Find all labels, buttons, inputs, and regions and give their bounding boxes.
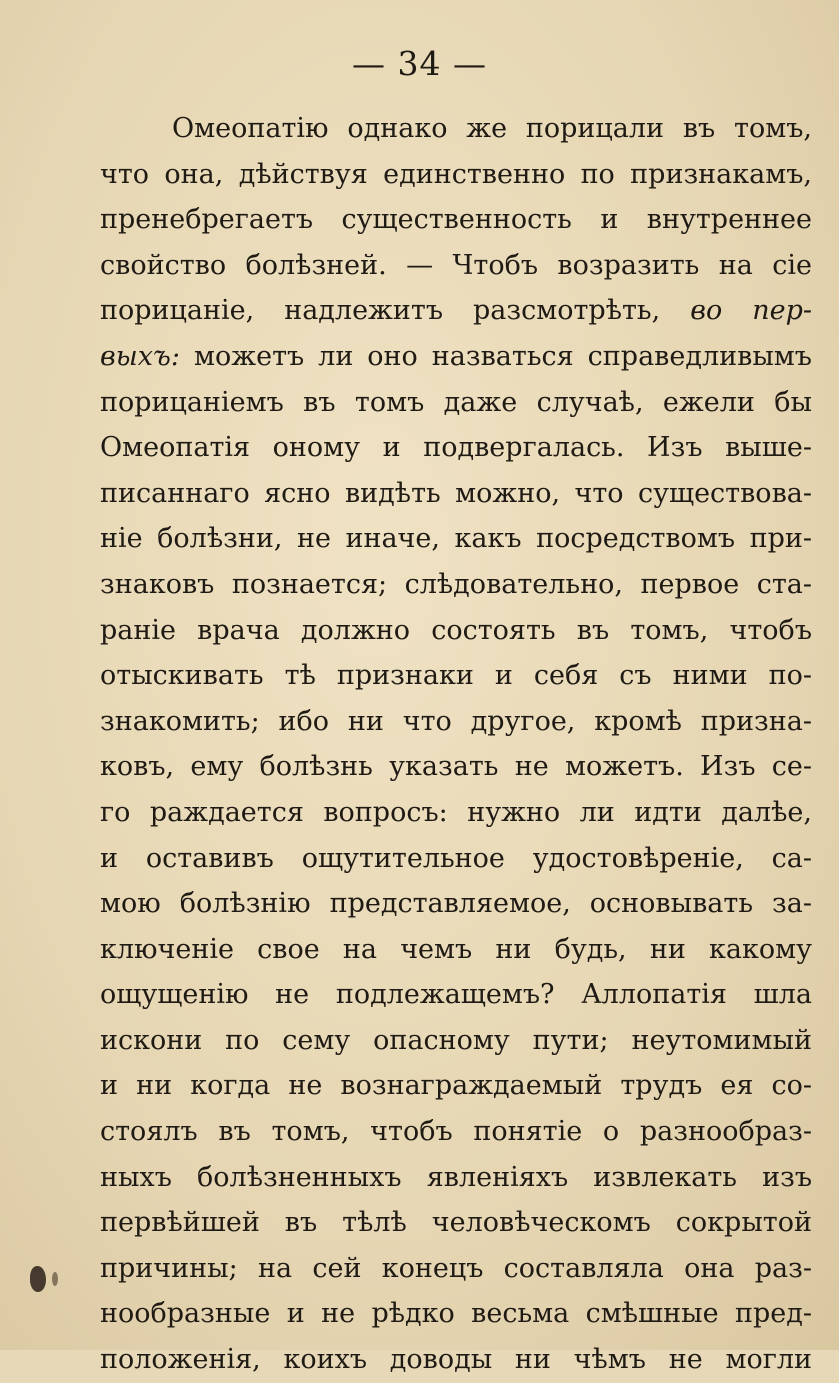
text-line-4: свойство болѣзней. — Чтобъ возразить на сіе — [100, 249, 812, 281]
text-line-9: писаннаго ясно видѣть можно, что существова- — [100, 477, 812, 509]
text-line-5-roman: порицаніе, надлежитъ разсмотрѣть, — [100, 295, 661, 327]
text-line-5-italic: во пер- — [690, 295, 812, 327]
ink-stain — [30, 1266, 46, 1292]
text-line-25: первѣйшей въ тѣлѣ человѣческомъ сокрытой — [100, 1207, 812, 1239]
text-line-8: Омеопатія оному и подвергалась. Изъ выше- — [100, 432, 812, 464]
text-line-22: и ни когда не вознаграждаемый трудъ ея со- — [100, 1070, 812, 1102]
text-line-23: стоялъ въ томъ, чтобъ понятіе о разнообраз- — [100, 1116, 812, 1148]
text-line-13: отыскивать тѣ признаки и себя съ ними по- — [100, 660, 812, 692]
text-line-21: искони по сему опасному пути; неутомимый — [100, 1024, 812, 1056]
text-line-3: пренебрегаетъ существенность и внутреннее — [100, 204, 812, 236]
text-line-5 — [100, 288, 812, 334]
text-line-28: положенія, коихъ доводы ни чѣмъ не могли — [100, 1344, 812, 1376]
text-line-26: причины; на сей конецъ составляла она раз- — [100, 1252, 812, 1284]
text-line-14: знакомить; ибо ни что другое, кромѣ призна- — [100, 705, 812, 737]
body-text — [100, 106, 812, 1383]
text-line-12: раніе врача должно состоять въ томъ, чтобъ — [100, 614, 812, 646]
text-line-20: ощущенію не подлежащемъ? Аллопатія шла — [100, 979, 812, 1011]
text-line-6-roman: можетъ ли оно назваться справедливымъ — [194, 340, 812, 372]
text-line-17: и оставивъ ощутительное удостовѣреніе, са- — [100, 842, 812, 874]
text-line-2: что она, дѣйствуя единственно по признакамъ, — [100, 158, 812, 190]
text-line-16: го раждается вопросъ: нужно ли идти далѣе, — [100, 796, 812, 828]
text-line-15: ковъ, ему болѣзнь указать не можетъ. Изъ се- — [100, 751, 812, 783]
ink-speck — [52, 1272, 58, 1286]
text-line-27: нообразные и не рѣдко весьма смѣшные пред- — [100, 1298, 812, 1330]
text-line-10: ніе болѣзни, не иначе, какъ посредствомъ при- — [100, 523, 812, 555]
page-number: — 34 — — [352, 44, 487, 83]
text-line-6 — [100, 334, 812, 380]
text-line-1: Омеопатію однако же порицали въ томъ, — [172, 113, 812, 144]
text-line-7: порицаніемъ въ томъ даже случаѣ, ежели бы — [100, 386, 812, 418]
text-line-24: ныхъ болѣзненныхъ явленіяхъ извлекать изъ — [100, 1161, 812, 1193]
text-line-6-italic: выхъ: — [100, 340, 181, 372]
text-line-18: мою болѣзнію представляемое, основывать за- — [100, 888, 812, 920]
text-line-11: знаковъ познается; слѣдовательно, первое ста- — [100, 568, 812, 600]
text-line-19: ключеніе свое на чемъ ни будь, ни какому — [100, 933, 812, 965]
